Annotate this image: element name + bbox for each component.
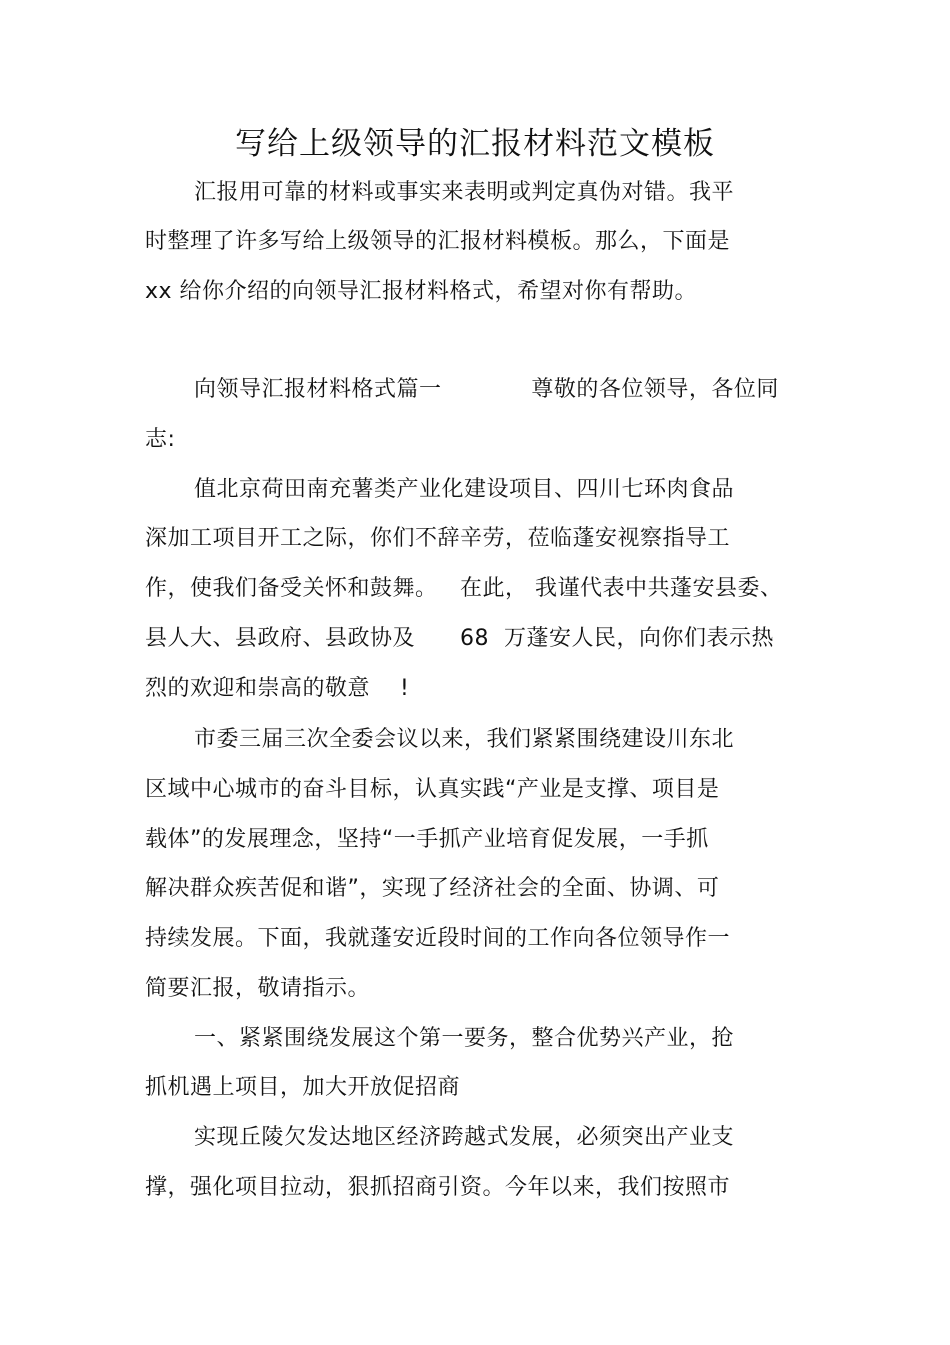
paragraph-line: 深加工项目开工之际，你们不辞辛劳，莅临蓬安视察指导工 [145, 526, 731, 551]
paragraph-line: 撑，强化项目拉动，狠抓招商引资。今年以来，我们按照市 [145, 1175, 731, 1200]
paragraph-line: 简要汇报，敬请指示。 [145, 976, 371, 1001]
paragraph-line: 抓机遇上项目，加大开放促招商 [145, 1075, 461, 1100]
paragraph-line: 向领导汇报材料格式篇一 尊敬的各位领导，各位同 [194, 377, 779, 402]
paragraph-line: 作，使我们备受关怀和鼓舞。 在此， 我谨代表中共蓬安县委、 [145, 576, 783, 601]
paragraph-line: 县人大、县政府、县政协及 68 万蓬安人民，向你们表示热 [145, 626, 774, 651]
paragraph-line: 区域中心城市的奋斗目标，认真实践“产业是支撑、项目是 [145, 777, 720, 802]
paragraph-line: 实现丘陵欠发达地区经济跨越式发展，必须突出产业支 [194, 1125, 735, 1150]
paragraph-line: 值北京荷田南充薯类产业化建设项目、四川七环肉食品 [194, 477, 735, 502]
paragraph-line: 烈的欢迎和崇高的敬意 ! [145, 676, 410, 701]
paragraph-line: xx 给你介绍的向领导汇报材料格式，希望对你有帮助。 [145, 279, 698, 304]
paragraph-line: 载体”的发展理念，坚持“一手抓产业培育促发展，一手抓 [145, 827, 709, 852]
document-title: 写给上级领导的汇报材料范文模板 [235, 126, 715, 162]
paragraph-line: 一、紧紧围绕发展这个第一要务，整合优势兴产业，抢 [194, 1026, 735, 1051]
paragraph-line: 持续发展。下面，我就蓬安近段时间的工作向各位领导作一 [145, 926, 731, 951]
paragraph-line: 时整理了许多写给上级领导的汇报材料模板。那么，下面是 [145, 229, 731, 254]
paragraph-line: 市委三届三次全委会议以来，我们紧紧围绕建设川东北 [194, 727, 735, 752]
paragraph-line: 汇报用可靠的材料或事实来表明或判定真伪对错。我平 [194, 180, 735, 205]
paragraph-line: 志: [145, 427, 176, 452]
paragraph-line: 解决群众疾苦促和谐”，实现了经济社会的全面、协调、可 [145, 876, 720, 901]
